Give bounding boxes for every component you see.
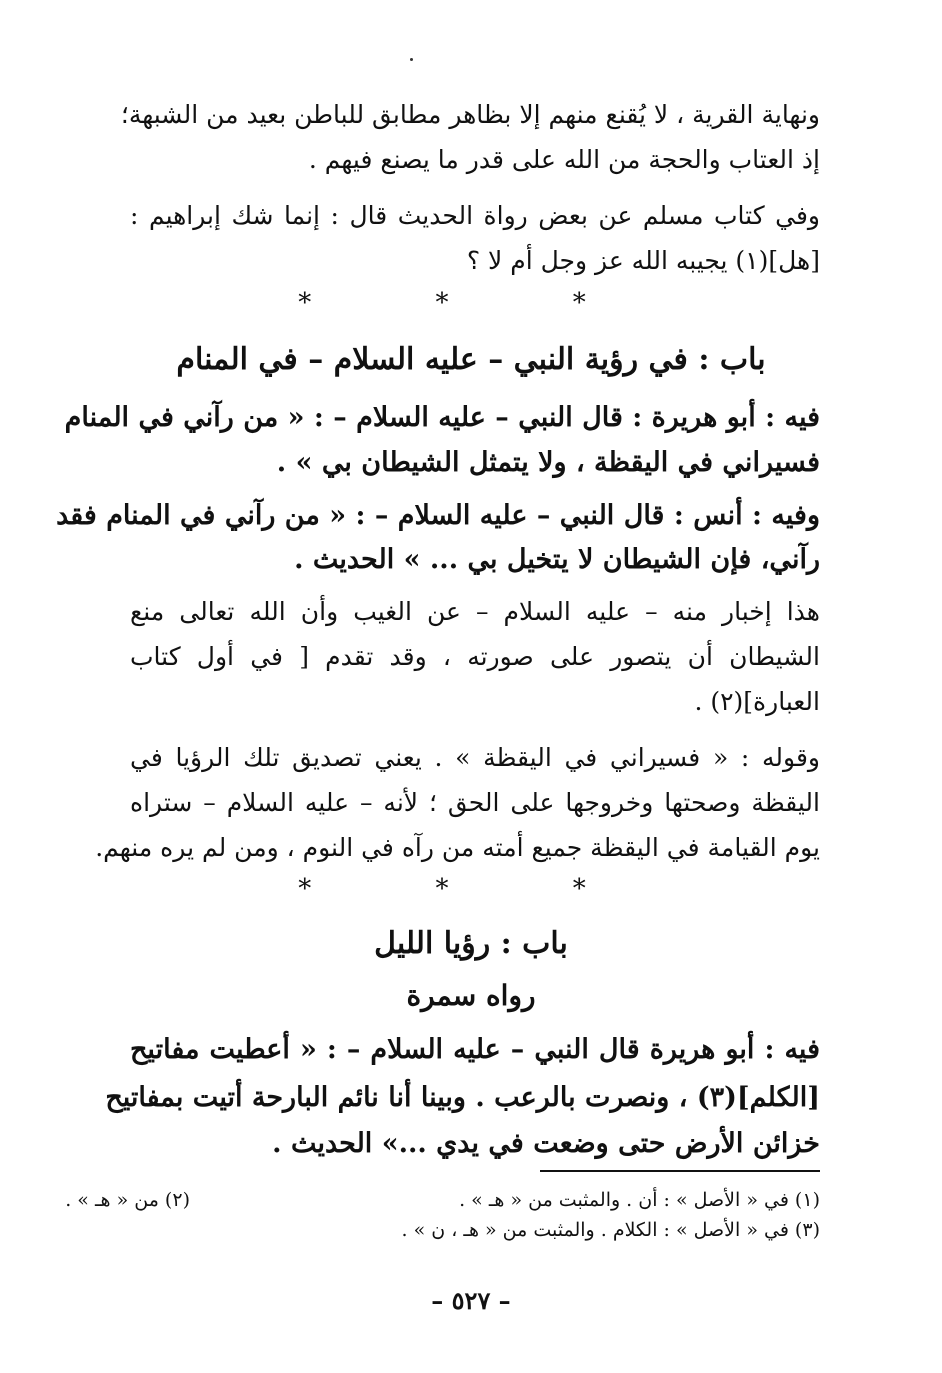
paragraph-line: هذا إخبار منه – عليه السلام – عن الغيب وأن الله تعالى منع [130, 597, 820, 626]
footnote: (١) في « الأصل » : أن . والمثبت من « هـ » . [459, 1189, 820, 1211]
paragraph-line: يوم القيامة في اليقظة جميع أمته من رآه في النوم ، ومن لم يره منهم. [95, 833, 820, 862]
paragraph-line: وفي كتاب مسلم عن بعض رواة الحديث قال : إنما شك إبراهيم : [130, 201, 820, 230]
section-separator: * * * [298, 874, 644, 904]
section-title: باب : في رؤية النبي – عليه السلام – في المنام [176, 342, 766, 377]
hadith-line: فسيراني في اليقظة ، ولا يتمثل الشيطان بي » . [276, 447, 820, 478]
page-number: – ٥٢٧ – [431, 1286, 511, 1315]
hadith-line: فيه : أبو هريرة : قال النبي – عليه السلام – : « من رآني في المنام [64, 402, 820, 433]
hadith-line: وفيه : أنس : قال النبي – عليه السلام – : « من رآني في المنام فقد [56, 500, 820, 531]
section-title: باب : رؤيا الليل [374, 926, 568, 961]
paragraph-line: ونهاية القرية ، لا يُقنع منهم إلا بظاهر مطابق للباطن بعيد من الشبهة؛ [120, 100, 820, 129]
hadith-line: خزائن الأرض حتى وضعت في يدي ...» الحديث . [272, 1128, 820, 1159]
hadith-line: [الكلم](٣) ، ونصرت بالرعب . وبينا أنا نائم البارحة أتيت بمفاتيح [105, 1082, 820, 1113]
paragraph-line: وقوله : « فسيراني في اليقظة » . يعني تصديق تلك الرؤيا في [130, 743, 820, 772]
section-subtitle: رواه سمرة [406, 979, 536, 1012]
hadith-line: فيه : أبو هريرة قال النبي – عليه السلام – : « أعطيت مفاتيح [130, 1034, 820, 1065]
paragraph-line: اليقظة وصحتها وخروجها على الحق ؛ لأنه – عليه السلام – ستراه [130, 788, 820, 817]
scan-speck [410, 58, 413, 61]
paragraph-line: الشيطان أن يتصور على صورته ، وقد تقدم [ في أول كتاب [130, 642, 820, 671]
paragraph-line: إذ العتاب والحجة من الله على قدر ما يصنع فيهم . [308, 145, 820, 174]
footnote: (٣) في « الأصل » : الكلام . والمثبت من « هـ ، ن » . [401, 1219, 820, 1241]
paragraph-line: العبارة](٢) . [694, 687, 820, 716]
footnote-divider [540, 1170, 820, 1172]
footnote: (٢) من « هـ » . [65, 1189, 190, 1211]
section-separator: * * * [298, 288, 644, 318]
paragraph-line: [هل](١) يجيبه الله عز وجل أم لا ؟ [466, 246, 820, 275]
hadith-line: رآني، فإن الشيطان لا يتخيل بي ... » الحديث . [294, 544, 820, 575]
